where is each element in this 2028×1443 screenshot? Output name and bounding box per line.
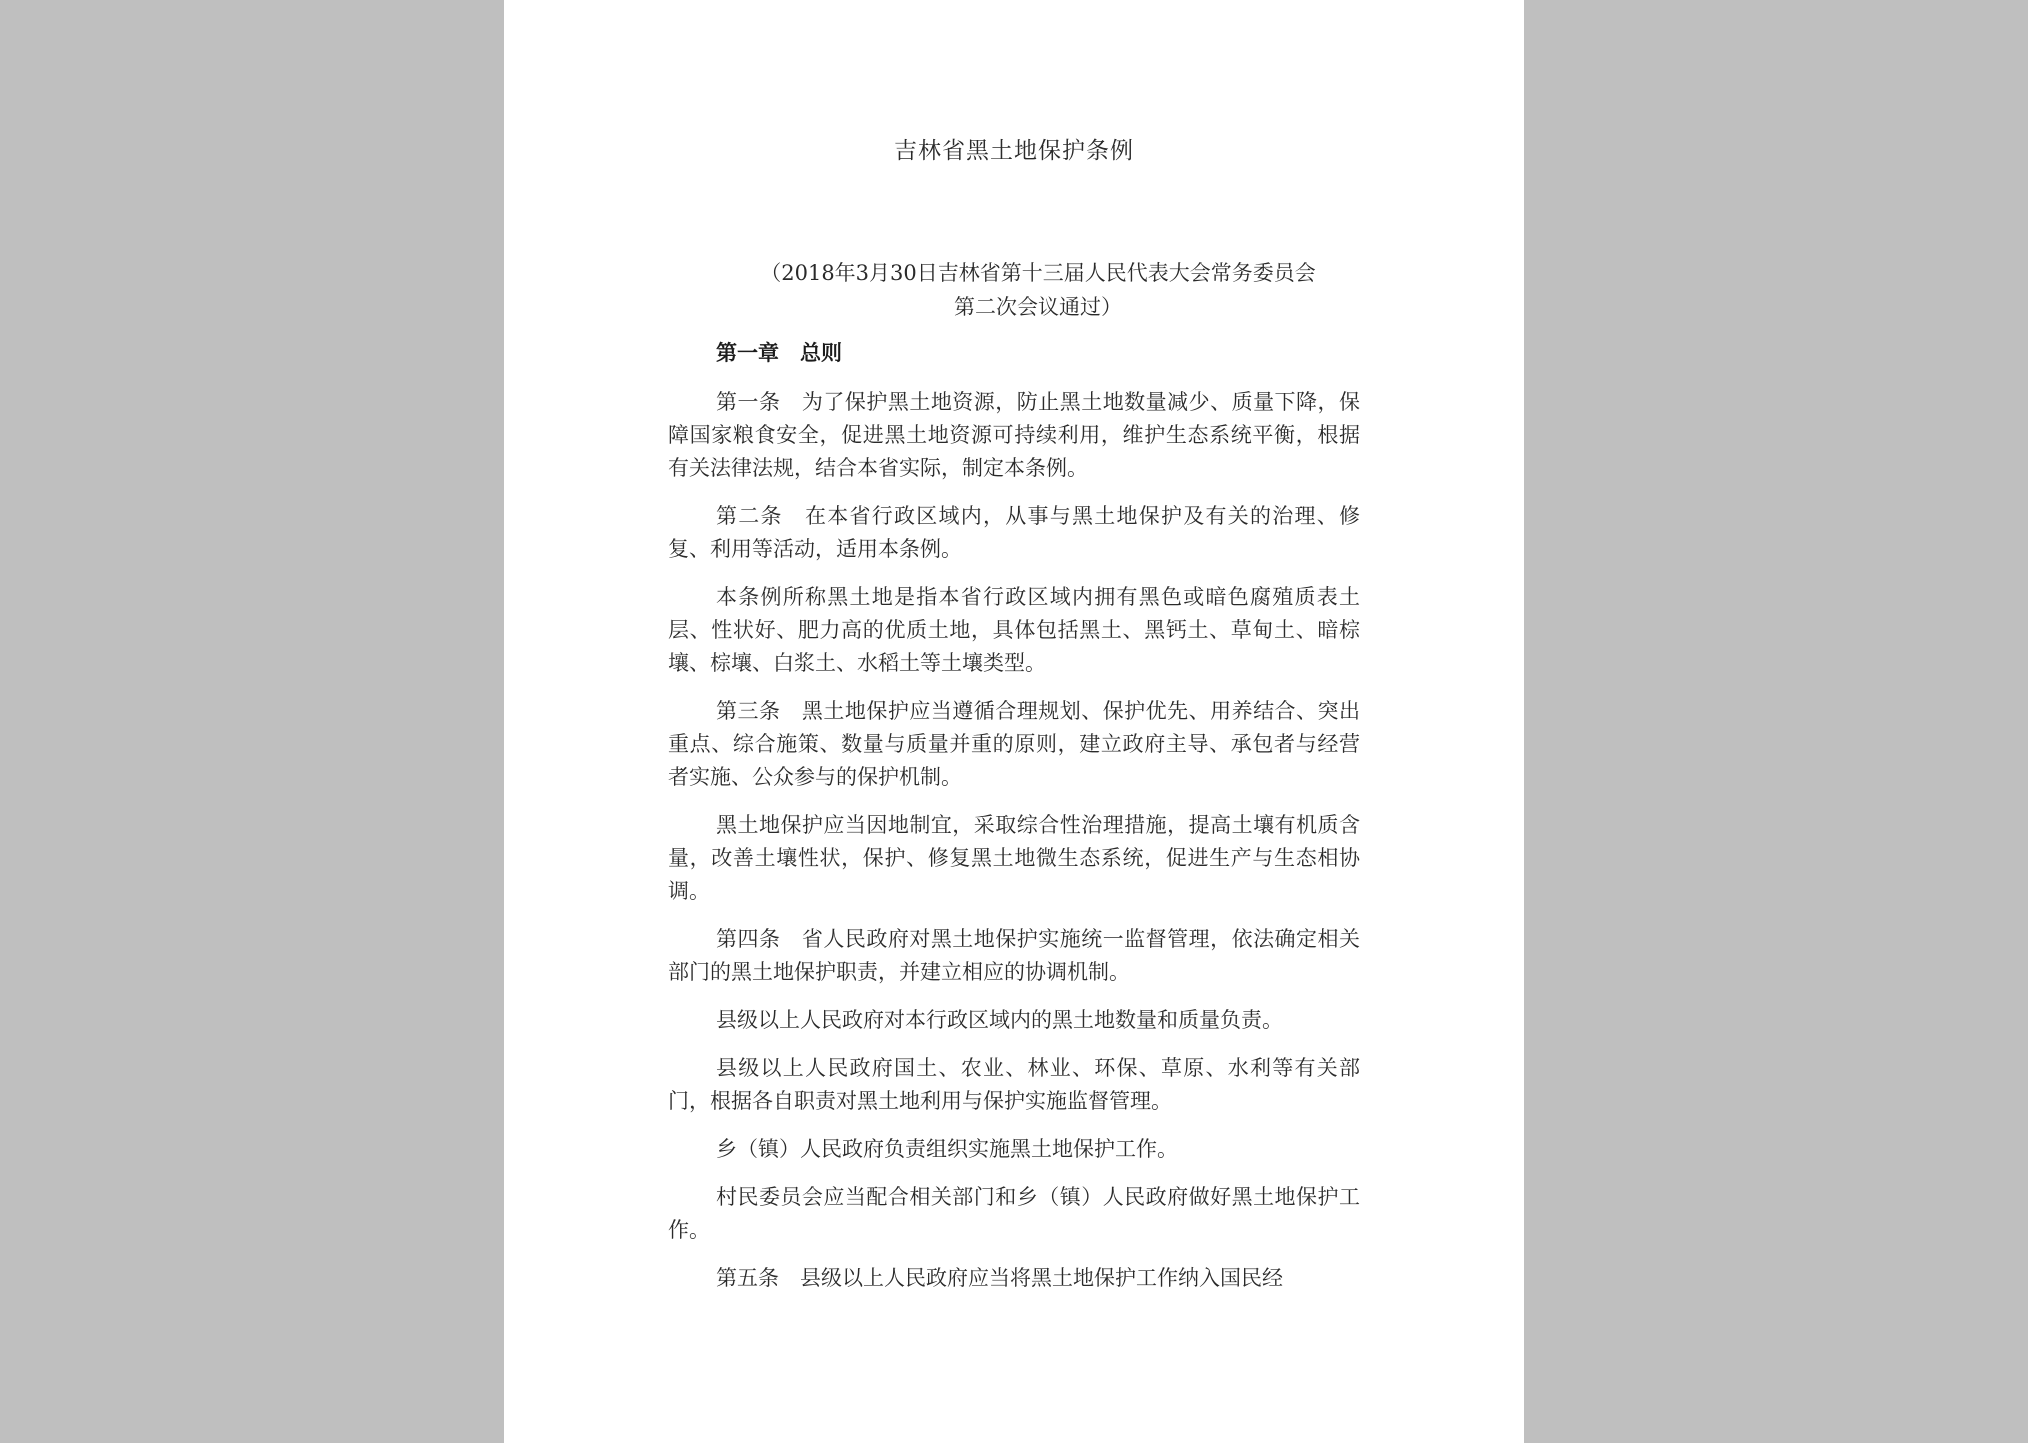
paragraph: 黑土地保护应当因地制宜，采取综合性治理措施，提高土壤有机质含量，改善土壤性状，保护、修复黑土地微生态系统，促进生产与生态相协调。 bbox=[668, 813, 1360, 903]
paragraph: 第四条 省人民政府对黑土地保护实施统一监督管理，依法确定相关部门的黑土地保护职责，并建立相应的协调机制。 bbox=[668, 927, 1360, 984]
paragraph: 本条例所称黑土地是指本省行政区域内拥有黑色或暗色腐殖质表土层、性状好、肥力高的优质土地，具体包括黑土、黑钙土、草甸土、暗棕壤、棕壤、白浆土、水稻土等土壤类型。 bbox=[668, 585, 1360, 675]
paragraph: 第二条 在本省行政区域内，从事与黑土地保护及有关的治理、修复、利用等活动，适用本条例。 bbox=[668, 504, 1360, 561]
paragraph: 第三条 黑土地保护应当遵循合理规划、保护优先、用养结合、突出重点、综合施策、数量与质量并重的原则，建立政府主导、承包者与经营者实施、公众参与的保护机制。 bbox=[668, 699, 1360, 789]
adoption-note bbox=[668, 256, 1360, 324]
adoption-note-line-2: 第二次会议通过） bbox=[954, 295, 1122, 319]
paragraph: 村民委员会应当配合相关部门和乡（镇）人民政府做好黑土地保护工作。 bbox=[668, 1185, 1360, 1242]
paragraph: 县级以上人民政府对本行政区域内的黑土地数量和质量负责。 bbox=[716, 1008, 1283, 1032]
paragraph: 第五条 县级以上人民政府应当将黑土地保护工作纳入国民经 bbox=[716, 1266, 1283, 1290]
adoption-note-line-1: （2018年3月30日吉林省第十三届人民代表大会常务委员会 bbox=[760, 261, 1316, 285]
chapter-heading: 第一章 总则 bbox=[716, 340, 842, 365]
paragraph: 县级以上人民政府国土、农业、林业、环保、草原、水利等有关部门，根据各自职责对黑土地利用与保护实施监督管理。 bbox=[668, 1056, 1360, 1113]
document-title: 吉林省黑土地保护条例 bbox=[894, 138, 1134, 164]
paragraph: 第一条 为了保护黑土地资源，防止黑土地数量减少、质量下降，保障国家粮食安全，促进黑土地资源可持续利用，维护生态系统平衡，根据有关法律法规，结合本省实际，制定本条例。 bbox=[668, 390, 1360, 480]
paragraph: 乡（镇）人民政府负责组织实施黑土地保护工作。 bbox=[716, 1137, 1178, 1161]
document-page bbox=[504, 0, 1524, 1443]
